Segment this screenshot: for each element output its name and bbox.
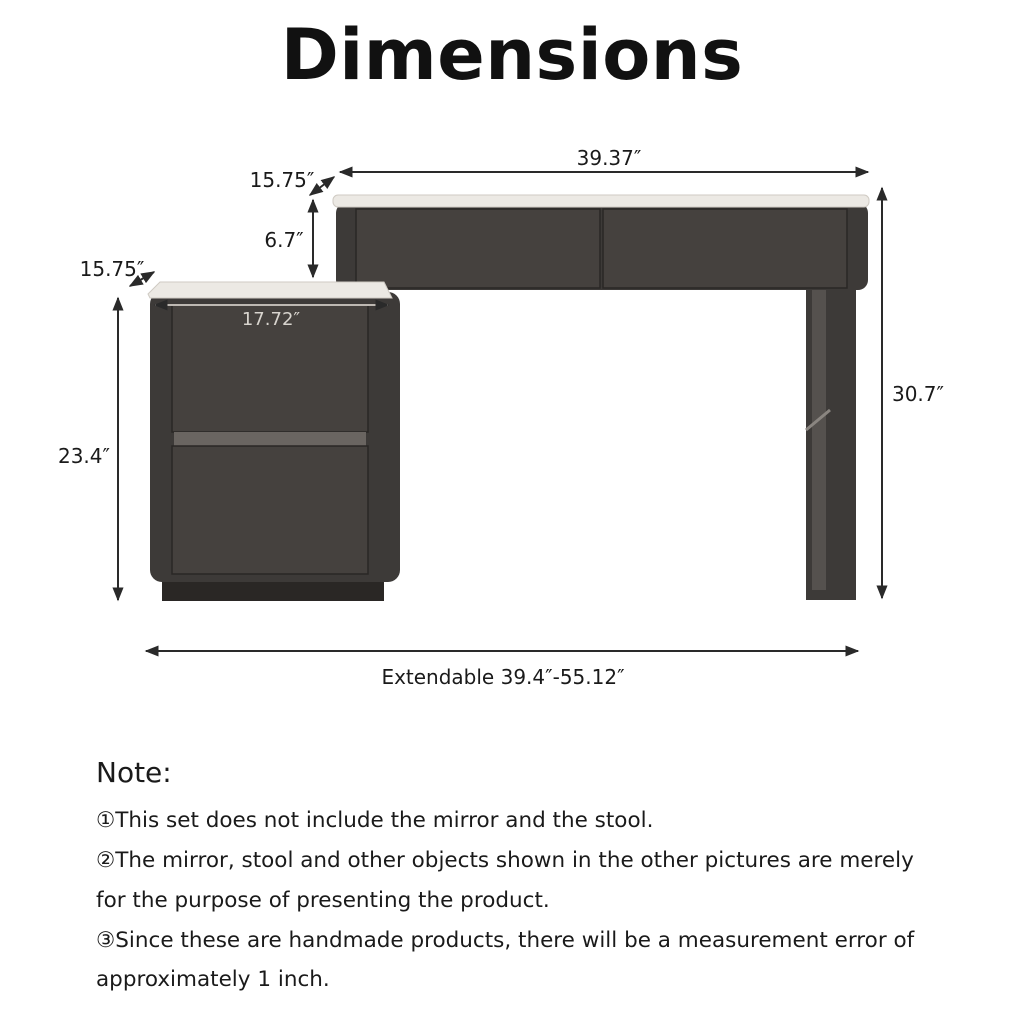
label-drawer-height: 6.7″: [264, 228, 304, 252]
label-cabinet-width: 17.72″: [241, 309, 301, 330]
label-desk-depth: 15.75″: [249, 168, 315, 192]
desk-leg-inner: [812, 290, 826, 590]
cabinet-top: [148, 282, 392, 298]
cabinet-handle: [174, 432, 366, 446]
note-line-4: ③Since these are handmade products, there will be a measurement error of: [96, 928, 915, 953]
desk-drawer-right: [603, 209, 847, 288]
note-line-1: ①This set does not include the mirror and the stool.: [96, 808, 654, 833]
label-desk-width: 39.37″: [576, 146, 642, 170]
label-extendable: Extendable 39.4″-55.12″: [381, 665, 625, 689]
desk-top: [333, 195, 869, 207]
desk-drawer-left: [356, 209, 600, 288]
vanity-desk: [333, 195, 869, 600]
note-line-5: approximately 1 inch.: [96, 967, 330, 992]
label-cabinet-depth: 15.75″: [79, 257, 145, 281]
label-desk-height: 30.7″: [891, 382, 945, 406]
label-cabinet-height: 23.4″: [57, 444, 111, 468]
note-heading: Note:: [96, 756, 172, 789]
cabinet-drawer-bottom: [172, 446, 368, 574]
note-line-2: ②The mirror, stool and other objects shown in the other pictures are merely: [96, 848, 914, 873]
page-title: Dimensions: [280, 14, 744, 96]
note-line-3: for the purpose of presenting the product.: [96, 888, 550, 913]
